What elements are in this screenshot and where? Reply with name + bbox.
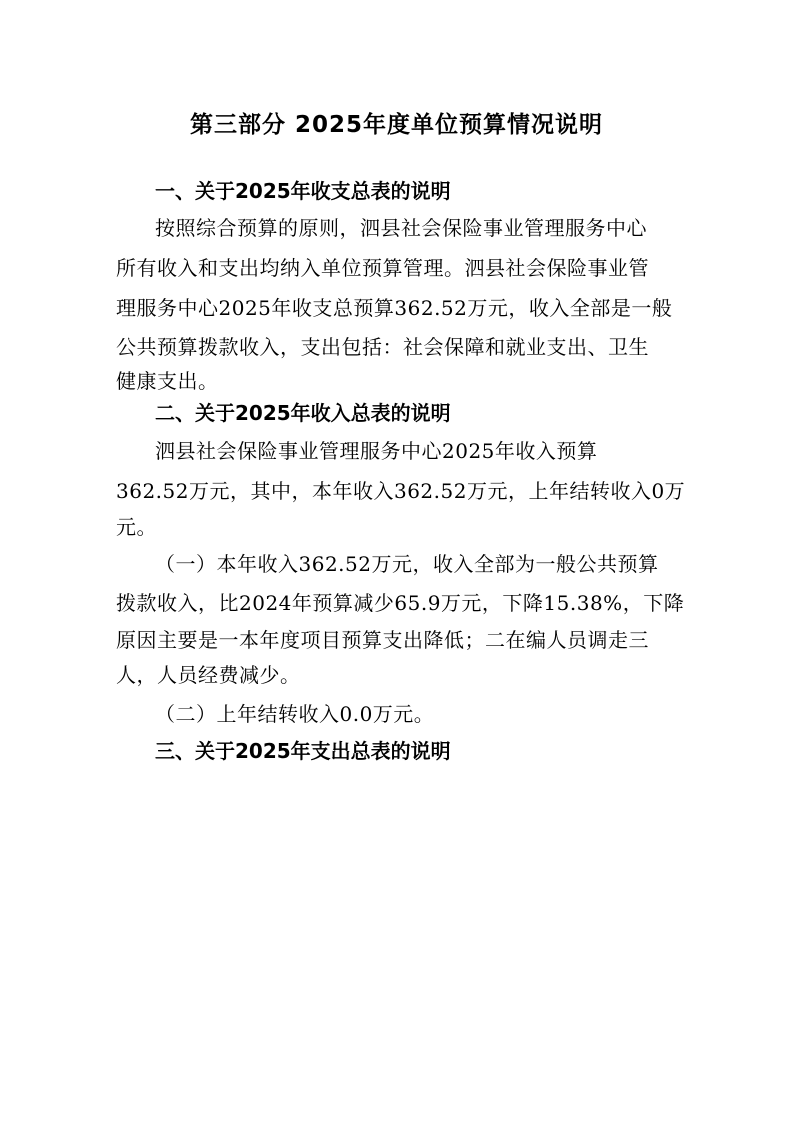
paragraph-line: 拨款收入，比2024年预算减少65.9万元，下降15.38%，下降 — [116, 591, 685, 615]
page-title: 第三部分 2025年度单位预算情况说明 — [189, 112, 604, 138]
paragraph-line: （一）本年收入362.52万元，收入全部为一般公共预算 — [155, 552, 659, 576]
paragraph-line: 元。 — [116, 515, 157, 539]
paragraph-line: 公共预算拨款收入，支出包括：社会保障和就业支出、卫生 — [116, 335, 649, 359]
paragraph-line: 原因主要是一本年度项目预算支出降低；二在编人员调走三 — [116, 628, 649, 652]
section-heading-1: 一、关于2025年收支总表的说明 — [155, 179, 451, 203]
paragraph-line: （二）上年结转收入0.0万元。 — [155, 702, 435, 726]
paragraph-line: 362.52万元，其中，本年收入362.52万元，上年结转收入0万 — [116, 479, 686, 503]
paragraph-line: 按照综合预算的原则，泗县社会保险事业管理服务中心 — [155, 216, 647, 240]
paragraph-line: 人，人员经费减少。 — [116, 663, 301, 687]
paragraph-line: 泗县社会保险事业管理服务中心2025年收入预算 — [155, 439, 598, 463]
paragraph-line: 理服务中心2025年收支总预算362.52万元，收入全部是一般 — [116, 296, 673, 320]
section-heading-3: 三、关于2025年支出总表的说明 — [155, 739, 451, 763]
section-heading-2: 二、关于2025年收入总表的说明 — [155, 401, 451, 425]
paragraph-line: 健康支出。 — [116, 369, 219, 393]
paragraph-line: 所有收入和支出均纳入单位预算管理。泗县社会保险事业管 — [116, 256, 649, 280]
